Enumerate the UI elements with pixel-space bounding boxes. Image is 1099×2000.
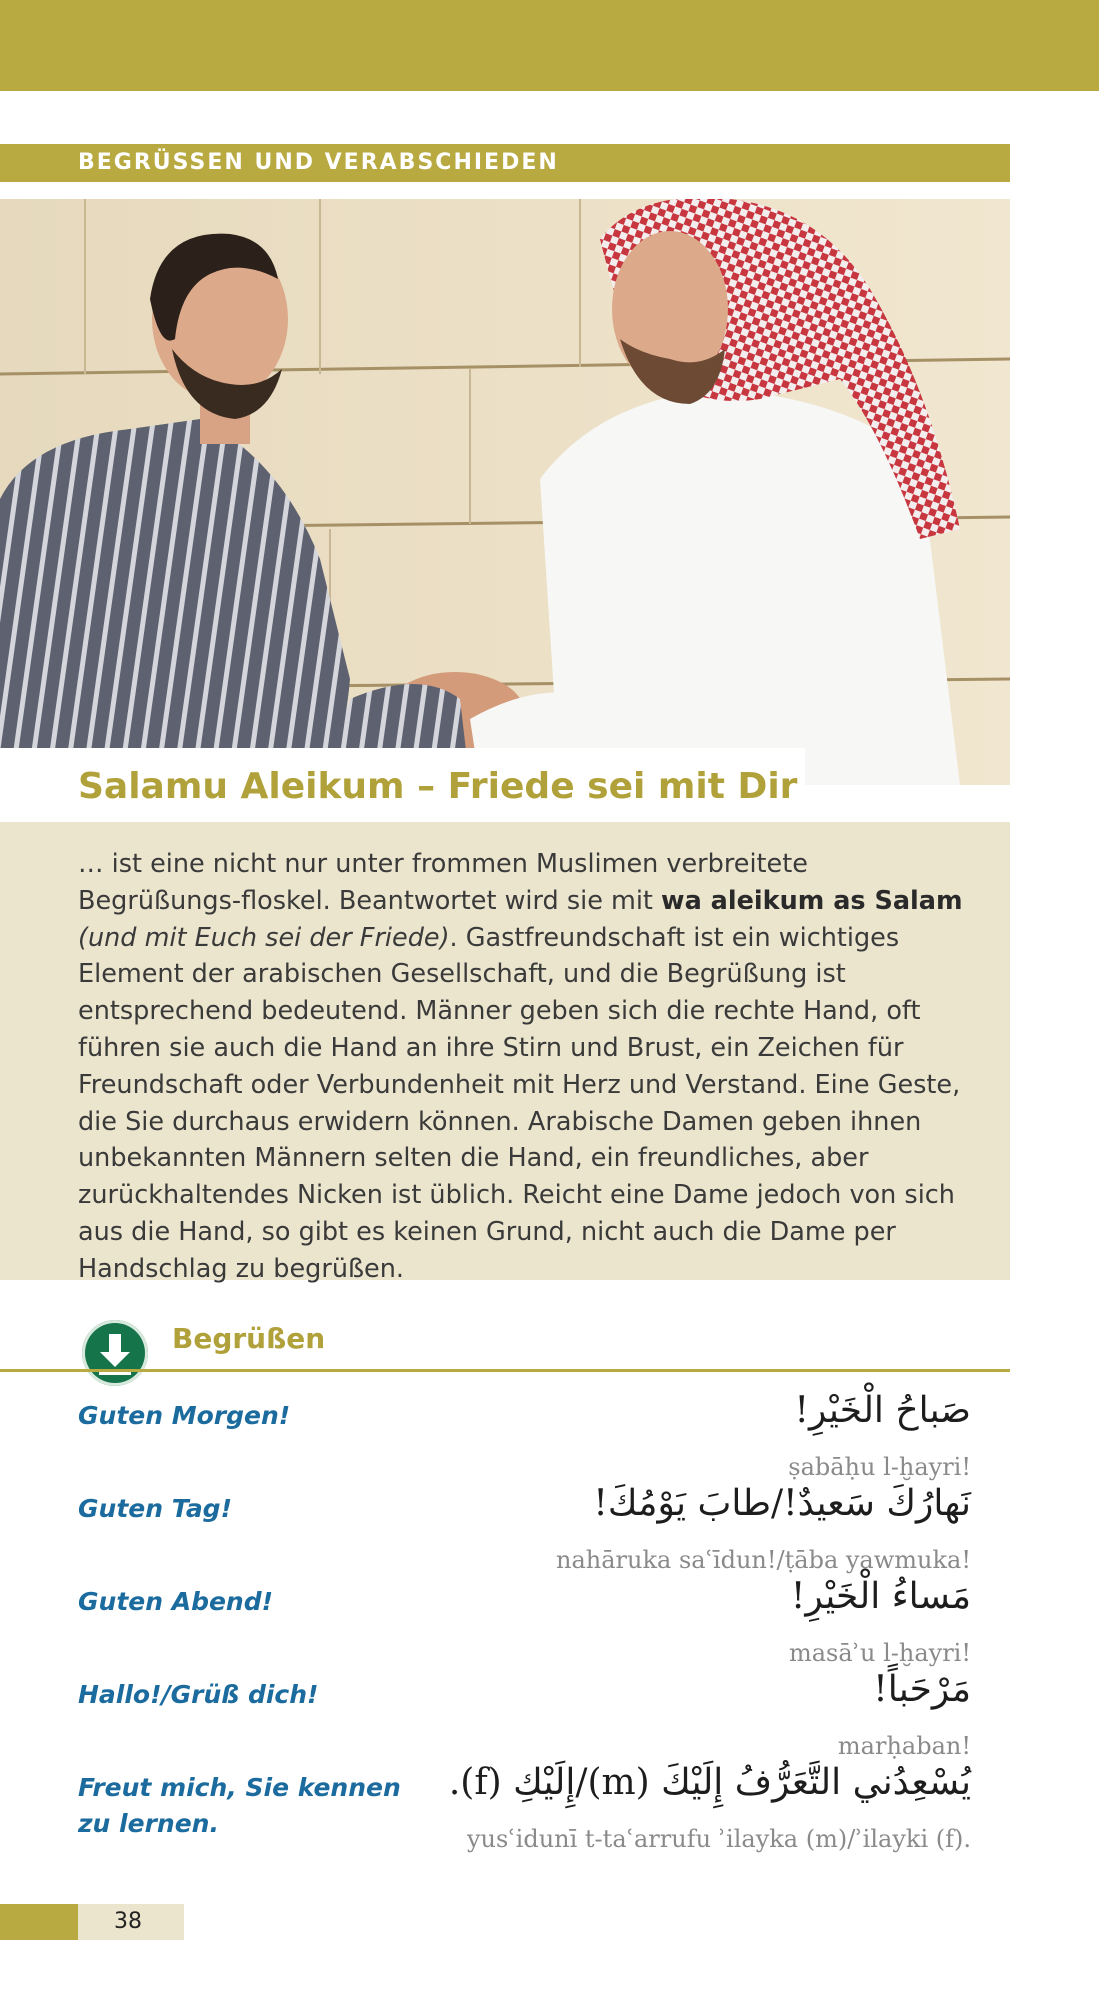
section-divider xyxy=(0,1369,1010,1372)
phrase-arabic: صَباحُ الْخَيْرِ! xyxy=(794,1390,971,1431)
phrase-arabic: مَساءُ الْخَيْرِ! xyxy=(790,1576,971,1617)
page-number: 38 xyxy=(78,1904,184,1940)
phrase-transliteration: nahāruka saʿīdun!/ṭāba yawmuka! xyxy=(556,1546,971,1574)
article-bold-phrase: wa aleikum as Salam xyxy=(661,885,963,916)
phrase-german: Guten Tag! xyxy=(78,1494,232,1523)
download-arrow-icon[interactable] xyxy=(82,1320,148,1386)
phrase-german: Guten Abend! xyxy=(78,1587,274,1616)
phrase-german: Guten Morgen! xyxy=(78,1401,291,1430)
article-title: Salamu Aleikum – Friede sei mit Dir xyxy=(0,748,805,822)
top-color-band xyxy=(0,0,1099,91)
phrase-transliteration: masāʾu l-ḫayri! xyxy=(788,1639,971,1667)
phrase-german: Hallo!/Grüß dich! xyxy=(78,1680,319,1709)
article-text-intro: … ist eine nicht nur unter frommen Muslimen verbreitete Begrüßungs-floskel. Beantwortet wird sie mit xyxy=(78,849,808,916)
greeting-photo xyxy=(0,199,1010,785)
phrase-arabic: يُسْعِدُني التَّعَرُّفُ إِلَيْكَ (m)/إِلَيْكِ (f). xyxy=(448,1762,971,1803)
phrase-arabic: نَهارُكَ سَعيدٌ!/طابَ يَوْمُكَ! xyxy=(593,1483,971,1524)
article-body xyxy=(78,846,978,1288)
info-box xyxy=(0,822,1010,1284)
page-number-bar xyxy=(0,1904,78,1940)
phrase-transliteration: ṣabāḥu l-ḫayri! xyxy=(788,1453,971,1481)
article-text-main: . Gastfreundschaft ist ein wichtiges Element der arabischen Gesellschaft, und die Begrüßung ist entsprechend bedeutend. Männer geben sich die rechte Hand, oft führen sie auch die Hand an ihre Stirn und Brust, ein Zeichen für Freundschaft oder Verbundenheit mit Herz und Verstand. Eine Geste, die Sie durchaus erwidern können. Arabische Damen geben ihnen unbekannten Männern selten die Hand, ein freundliches, aber zurückhaltendes Nicken ist üblich. Reicht eine Dame jedoch von sich aus die Hand, so gibt es keinen Grund, nicht auch die Dame per Handschlag zu begrüßen. xyxy=(78,922,961,1284)
phrase-german: Freut mich, Sie kennen zu lernen. xyxy=(78,1773,401,1838)
phrase-transliteration: marḥaban! xyxy=(837,1732,971,1760)
phrase-transliteration: yusʿidunī t-taʿarrufu ʾilayka (m)/ʾilayki (f). xyxy=(466,1825,971,1853)
article-italic-phrase: (und mit Euch sei der Friede) xyxy=(78,922,450,953)
phrase-arabic: مَرْحَباً! xyxy=(873,1669,971,1710)
section-header: BEGRÜSSEN UND VERABSCHIEDEN xyxy=(0,144,1010,182)
phrases-section-title: Begrüßen xyxy=(172,1322,326,1355)
